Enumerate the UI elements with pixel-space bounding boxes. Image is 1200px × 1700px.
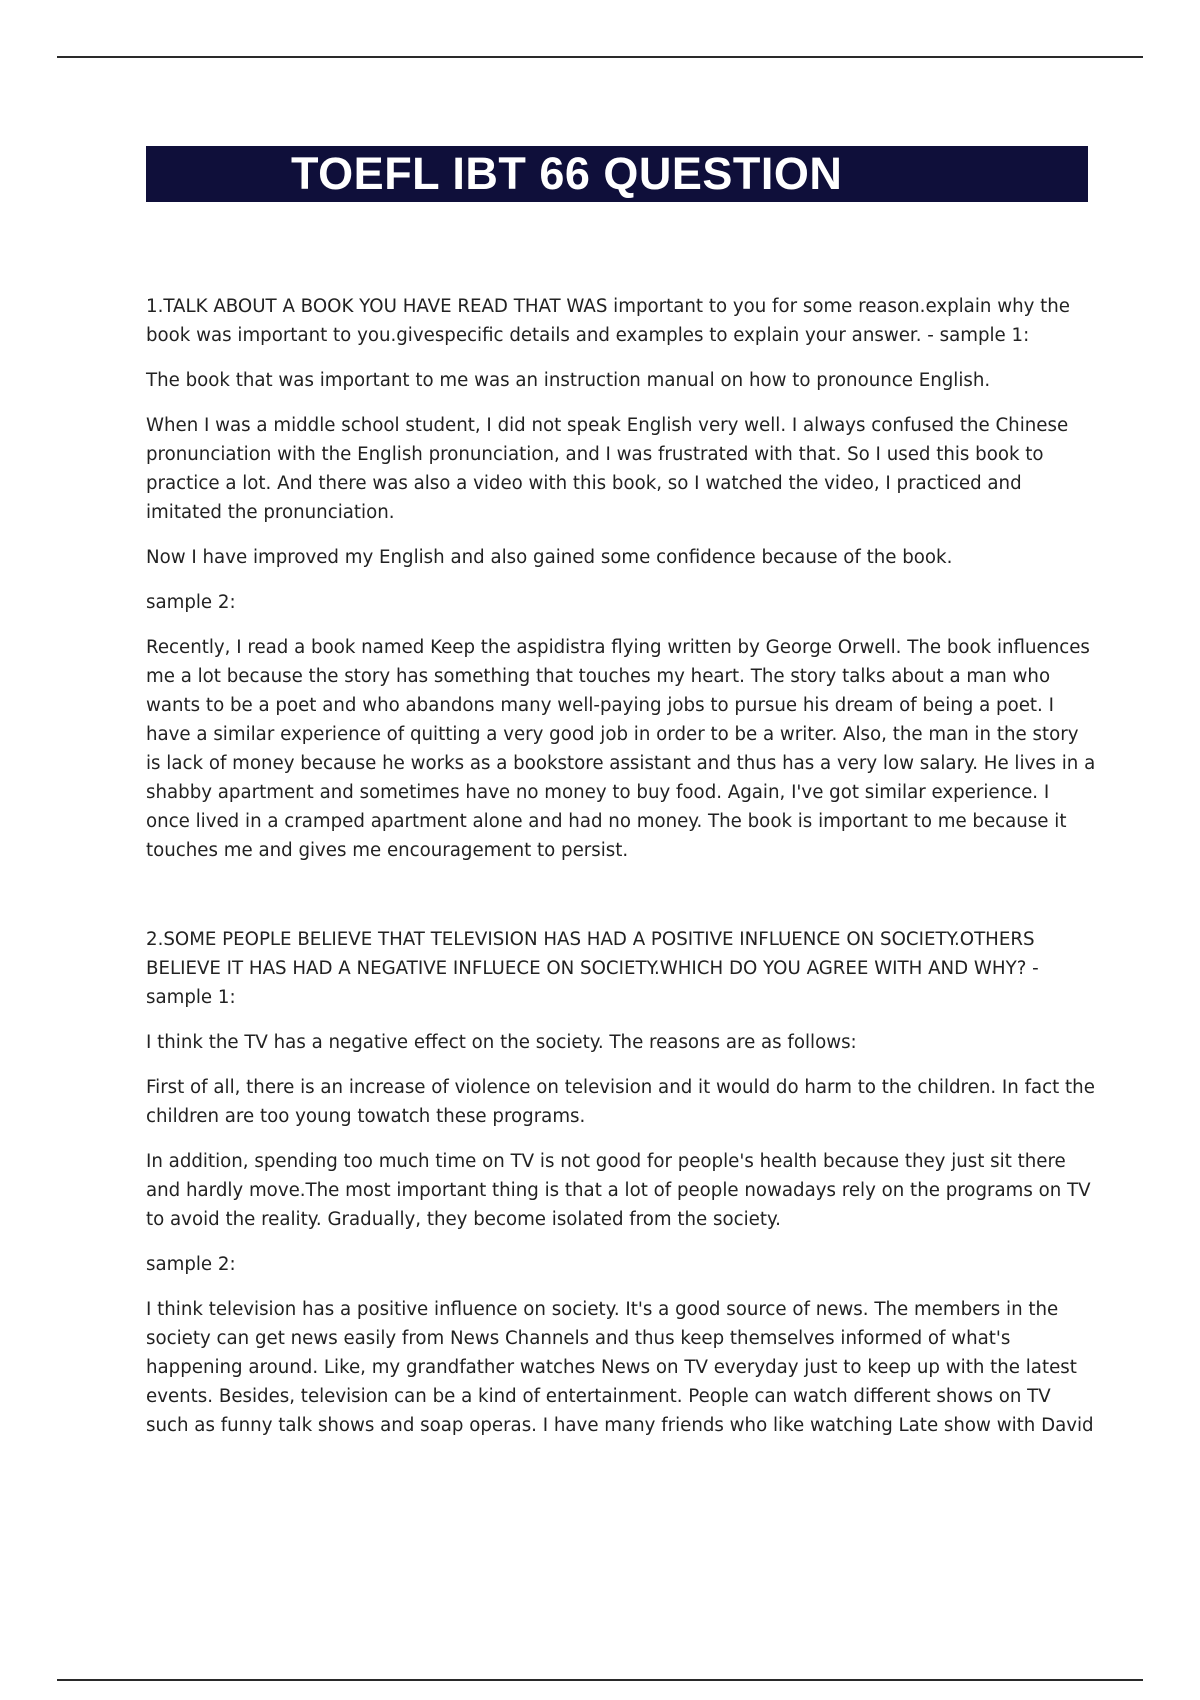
question-section-1 [146, 292, 1096, 865]
q1-sample1-paragraph: Now I have improved my English and also gained some confidence because of the book. [146, 547, 953, 568]
question-section-2 [146, 925, 1096, 1440]
section-gap [146, 881, 1096, 925]
title-banner [146, 146, 1088, 202]
document-body [146, 292, 1096, 1456]
q2-sample1-paragraph: First of all, there is an increase of violence on television and it would do harm to the children. In fact the children are too young towatch these programs. [146, 1077, 1095, 1127]
q1-sample2-paragraph: Recently, I read a book named Keep the aspidistra flying written by George Orwell. The book influences me a lot because the story has something that touches my heart. The story talks about a man who wants to be a poet and who abandons many well-paying jobs to pursue his dream of being a poet. I have a similar experience of quitting a very good job in order to be a writer. Also, the man in the story is lack of money because he works as a bookstore assistant and thus has a very low salary. He lives in a shabby apartment and sometimes have no money to buy food. Again, I've got similar experience. I once lived in a cramped apartment alone and had no money. The book is important to me because it touches me and gives me encouragement to persist. [146, 637, 1096, 861]
question-2-prompt: 2.SOME PEOPLE BELIEVE THAT TELEVISION HAS HAD A POSITIVE INFLUENCE ON SOCIETY.OTHERS BELIEVE IT HAS HAD A NEGATIVE INFLUECE ON SOCIETY.WHICH DO YOU AGREE WITH AND WHY? - sample 1: [146, 929, 1039, 1008]
q2-sample2-paragraph: I think television has a positive influence on society. It's a good source of news. The members in the society can get news easily from News Channels and thus keep themselves informed of what's happening around. Like, my grandfather watches News on TV everyday just to keep up with the latest events. Besides, television can be a kind of entertainment. People can watch different shows on TV such as funny talk shows and soap operas. I have many friends who like watching Late show with David [146, 1299, 1094, 1436]
top-rule [57, 56, 1143, 58]
q1-sample1-paragraph: When I was a middle school student, I did not speak English very well. I always confused the Chinese pronunciation with the English pronunciation, and I was frustrated with that. So I used this book to practice a lot. And there was also a video with this book, so I watched the video, I practiced and imitated the pronunciation. [146, 415, 1069, 523]
q2-sample2-label: sample 2: [146, 1254, 236, 1275]
document-title: TOEFL IBT 66 QUESTION [291, 148, 843, 199]
q1-sample1-paragraph: The book that was important to me was an instruction manual on how to pronounce English. [146, 370, 991, 391]
q1-sample2-label: sample 2: [146, 592, 236, 613]
bottom-rule [57, 1679, 1143, 1681]
q2-sample1-paragraph: In addition, spending too much time on TV is not good for people's health because they just sit there and hardly move.The most important thing is that a lot of people nowadays rely on the programs on TV to avoid the reality. Gradually, they become isolated from the society. [146, 1151, 1091, 1230]
question-1-prompt: 1.TALK ABOUT A BOOK YOU HAVE READ THAT WAS important to you for some reason.explain why the book was important to you.givespecific details and examples to explain your answer. - sample 1: [146, 296, 1070, 346]
q2-sample1-paragraph: I think the TV has a negative effect on the society. The reasons are as follows: [146, 1032, 857, 1053]
